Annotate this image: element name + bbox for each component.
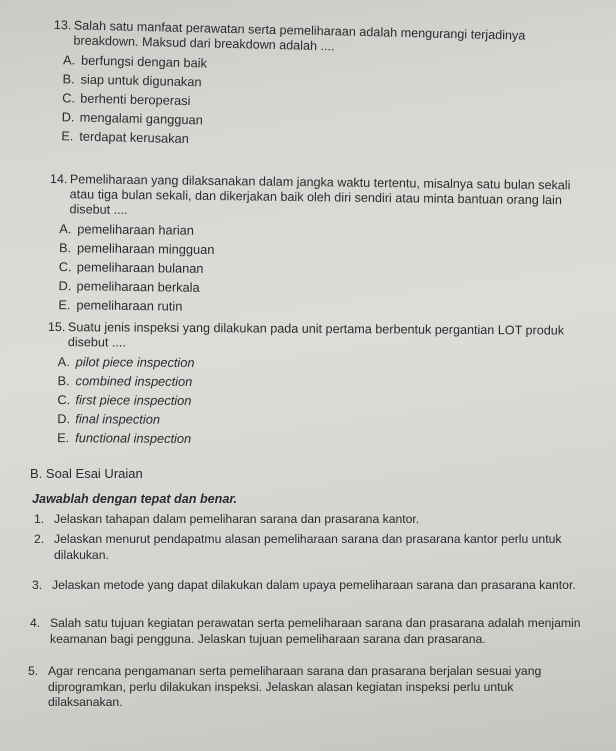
option-letter: E. bbox=[57, 430, 70, 446]
option-text: pemeliharaan mingguan bbox=[76, 240, 215, 258]
essay-text: Agar rencana pengamanan serta pemeliharaan sarana dan prasarana berjalan sesuai yang diprogramkan, perlu dilakukan inspeksi. Jelaskan alasan kegiatan inspeksi perlu untuk dilaksanakan. bbox=[48, 664, 542, 709]
option-letter: A. bbox=[62, 52, 76, 68]
essay-number: 4. bbox=[30, 616, 41, 630]
option-d bbox=[47, 411, 567, 430]
option-c bbox=[49, 259, 575, 280]
option-a bbox=[48, 354, 568, 373]
option-c bbox=[47, 392, 567, 411]
option-text: final inspection bbox=[75, 411, 161, 427]
option-text: combined inspection bbox=[75, 373, 193, 390]
option-text: berhenti beroperasi bbox=[80, 90, 191, 109]
option-text: siap untuk digunakan bbox=[80, 71, 202, 90]
option-letter: E. bbox=[61, 128, 74, 144]
question-number: 15. bbox=[47, 320, 66, 335]
essay-text: Salah satu tujuan kegiatan perawatan serta pemeliharaan sarana dan prasarana adalah menjamin keamanan bagi pengguna. Jelaskan tujuan pemeliharaan sarana dan prasarana. bbox=[50, 616, 581, 646]
option-letter: E. bbox=[58, 297, 71, 313]
question-stem bbox=[48, 320, 568, 354]
question-stem bbox=[49, 172, 576, 223]
question-text: Pemeliharaan yang dilaksanakan dalam jangka waktu tertentu, misalnya satu bulan sekali atau tiga bulan sekali, dan dikerjakan baik oleh diri sendiri atau minta bantuan orang lain disebut .... bbox=[69, 172, 571, 217]
essay-text: Jelaskan metode yang dapat dilakukan dalam upaya pemeliharaan sarana dan prasarana kantor. bbox=[52, 578, 576, 592]
question-15 bbox=[47, 320, 568, 449]
option-letter: B. bbox=[62, 71, 75, 87]
option-letter: C. bbox=[58, 259, 72, 275]
section-instruction: Jawablah dengan tepat dan benar. bbox=[32, 492, 238, 506]
question-13 bbox=[51, 18, 574, 155]
option-letter: D. bbox=[57, 411, 71, 427]
question-number: 14. bbox=[49, 172, 68, 187]
essay-text: Jelaskan menurut pendapatmu alasan pemeliharaan sarana dan prasarana kantor perlu untuk dilakukan. bbox=[54, 532, 562, 562]
option-text: pemeliharaan berkala bbox=[76, 278, 200, 295]
essay-number: 2. bbox=[34, 532, 45, 546]
essay-item-1 bbox=[34, 512, 574, 528]
essay-text: Jelaskan tahapan dalam pemeliharan sarana dan prasarana kantor. bbox=[54, 512, 420, 526]
option-text: terdapat kerusakan bbox=[79, 128, 190, 147]
option-e bbox=[47, 430, 567, 449]
essay-number: 1. bbox=[34, 512, 45, 526]
option-letter: D. bbox=[58, 278, 72, 294]
option-letter: B. bbox=[57, 373, 70, 389]
essay-item-5 bbox=[28, 664, 584, 711]
option-text: berfungsi dengan baik bbox=[80, 52, 208, 71]
essay-item-4 bbox=[30, 616, 582, 647]
option-a bbox=[49, 221, 575, 242]
option-letter: A. bbox=[59, 221, 72, 237]
option-text: pemeliharaan harian bbox=[77, 221, 195, 238]
question-text: Suatu jenis inspeksi yang dilakukan pada unit pertama berbentuk pergantian LOT produk disebut .... bbox=[67, 320, 565, 350]
option-b bbox=[49, 240, 575, 261]
option-letter: C. bbox=[57, 392, 71, 408]
section-title: B. Soal Esai Uraian bbox=[30, 466, 143, 481]
question-number: 13. bbox=[53, 18, 72, 33]
option-text: pemeliharaan bulanan bbox=[76, 259, 204, 276]
option-letter: D. bbox=[61, 109, 75, 125]
essay-item-3 bbox=[32, 578, 580, 594]
option-text: pemeliharaan rutin bbox=[76, 297, 183, 314]
option-text: pilot piece inspection bbox=[75, 354, 195, 371]
essay-number: 5. bbox=[28, 664, 39, 678]
option-b bbox=[48, 373, 568, 392]
option-text: functional inspection bbox=[75, 430, 192, 447]
essay-number: 3. bbox=[32, 578, 43, 592]
option-e bbox=[48, 297, 574, 318]
question-14 bbox=[48, 172, 576, 318]
question-text: Salah satu manfaat perawatan serta pemeliharaan adalah mengurangi terjadinya breakdown. Maksud dari breakdown adalah .... bbox=[73, 18, 526, 54]
essay-item-2 bbox=[34, 532, 582, 563]
option-letter: A. bbox=[57, 354, 70, 370]
option-letter: C. bbox=[62, 90, 76, 106]
option-text: first piece inspection bbox=[75, 392, 192, 409]
option-d bbox=[49, 278, 575, 299]
option-letter: B. bbox=[58, 240, 72, 256]
option-text: mengalami gangguan bbox=[79, 109, 203, 128]
